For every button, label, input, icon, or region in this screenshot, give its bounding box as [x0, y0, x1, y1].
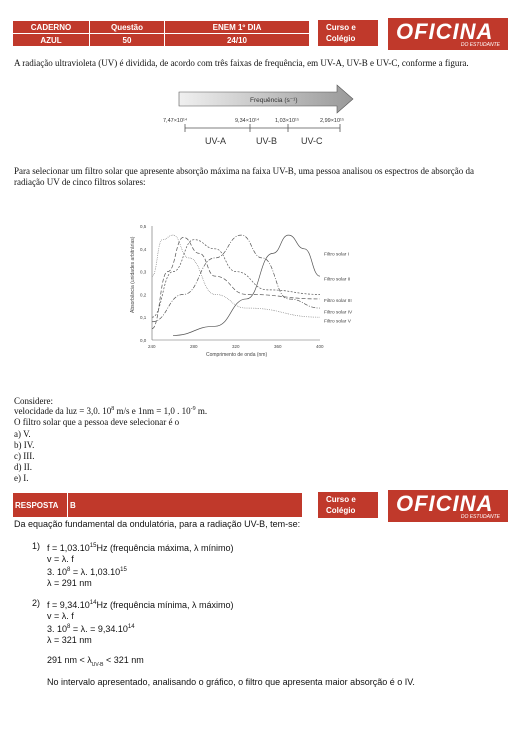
- item2-l3-mid: = λ. = 9,34.10: [70, 624, 128, 634]
- item2-line3: [47, 622, 234, 635]
- answer-item2-block: [47, 598, 234, 646]
- series-label-3: Filtro solar III: [324, 299, 352, 305]
- item1-l3-exp: 8: [67, 567, 71, 573]
- tick-2: 9,34×10¹⁴: [235, 118, 260, 124]
- logo-text: OFICINA: [396, 19, 494, 44]
- answer-logo-subtext: DO ESTUDANTE: [460, 514, 500, 520]
- item1-line1: [47, 541, 234, 554]
- question-intro: A radiação ultravioleta (UV) é dividida, de acordo com três faixas de frequência, em UV-A, UV-B e UV-C, conforme a figura.: [14, 58, 469, 68]
- band-uvb: UV-B: [256, 136, 278, 146]
- y-tick-label: 0,0: [140, 338, 147, 343]
- answer-item1-num: 1): [32, 541, 41, 551]
- y-tick-label: 0,3: [140, 269, 147, 275]
- question-prompt: O filtro solar que a pessoa deve selecionar é o: [14, 417, 180, 427]
- answer-range: [47, 655, 144, 668]
- item1-l1-post: Hz (frequência máxima, λ mínimo): [96, 543, 234, 553]
- caderno-label: CADERNO: [13, 21, 90, 34]
- x-tick-label: 360: [274, 344, 282, 349]
- series-line-3: [152, 237, 320, 328]
- course-line2: Colégio: [326, 34, 356, 43]
- resposta-label: RESPOSTA: [13, 493, 68, 518]
- caderno-value: AZUL: [13, 34, 90, 47]
- answer-intro: Da equação fundamental da ondulatória, para a radiação UV-B, tem-se:: [14, 519, 301, 529]
- item1-l1-pre: f = 1,03.10: [47, 543, 90, 553]
- range-pre: 291 nm < λ: [47, 655, 92, 665]
- answer-item1-block: [47, 541, 234, 589]
- velocidade-suffix: m.: [195, 406, 208, 416]
- questao-value: 50: [90, 34, 165, 47]
- y-tick-label: 0,5: [140, 224, 147, 229]
- header-table: [12, 20, 310, 47]
- item2-l3-exp2: 14: [127, 624, 135, 630]
- item2-l3-pre: 3. 10: [47, 624, 68, 634]
- answer-brand-logo: [388, 490, 508, 522]
- velocidade-prefix: velocidade da luz = 3,0. 10: [14, 406, 112, 416]
- answer-item2-num: 2): [32, 598, 41, 608]
- answer-table: [12, 492, 303, 518]
- item1-l3-exp2: 15: [120, 567, 127, 573]
- series-label-1: Filtro solar I: [324, 252, 350, 258]
- velocidade-mid: m/s e 1nm = 1,0 . 10: [114, 406, 191, 416]
- y-tick-label: 0,1: [140, 315, 147, 321]
- logo-subtext: DO ESTUDANTE: [460, 42, 500, 48]
- option-c: c) III.: [14, 451, 35, 461]
- enem-label: ENEM 1º DIA: [165, 21, 310, 34]
- item1-line4: λ = 291 nm: [47, 578, 92, 588]
- questao-label: Questão: [90, 21, 165, 34]
- item1-l3-mid: = λ. 1,03.10: [70, 567, 121, 577]
- answer-course-badge: [318, 492, 378, 518]
- answer-conclusion: No intervalo apresentado, analisando o gráfico, o filtro que apresenta maior absorção é o IV.: [47, 677, 415, 687]
- item2-line1: [47, 598, 234, 611]
- tick-1: 7,47×10¹⁴: [163, 118, 188, 124]
- tick-4: 2,99×10¹⁵: [320, 118, 345, 124]
- x-tick-label: 280: [190, 344, 198, 349]
- series-label-2: Filtro solar II: [324, 277, 351, 283]
- option-d: d) II.: [14, 462, 32, 472]
- resposta-value: B: [68, 493, 303, 518]
- course-badge: [318, 20, 378, 46]
- question-para2: Para selecionar um filtro solar que apresente absorção máxima na faixa UV-B, uma pessoa analisou os espectros de absorção da radiação UV de cinco filtros solares:: [14, 166, 475, 187]
- item2-l1-post: Hz (frequência mínima, λ máximo): [96, 600, 234, 610]
- x-axis-label: Comprimento de onda (nm): [206, 352, 268, 358]
- band-uvc: UV-C: [301, 136, 323, 146]
- answer-header: [0, 490, 520, 522]
- velocidade-exp2: -9: [190, 406, 196, 412]
- velocidade-exp: 8: [111, 406, 115, 412]
- y-axis-label: Absorbância (unidades arbitrárias): [130, 236, 136, 313]
- answer-logo-text: OFICINA: [396, 491, 494, 516]
- answer-course-line2: Colégio: [326, 506, 356, 515]
- item1-l1-exp: 15: [89, 543, 97, 549]
- item2-line2: v = λ. f: [47, 611, 74, 621]
- arrow-label: Frequência (s⁻¹): [250, 97, 298, 104]
- range-sub: UV-B: [91, 661, 104, 668]
- y-tick-label: 0,2: [140, 292, 147, 298]
- band-uva: UV-A: [205, 136, 227, 146]
- brand-logo: [388, 18, 508, 50]
- series-label-4: Filtro solar IV: [324, 310, 353, 316]
- item2-l1-pre: f = 9,34.10: [47, 600, 90, 610]
- option-a: a) V.: [14, 429, 31, 439]
- date-value: 24/10: [165, 34, 310, 47]
- uv-spectrum-figure: [155, 84, 370, 154]
- range-post: < 321 nm: [103, 655, 144, 665]
- y-tick-label: 0,4: [140, 246, 147, 252]
- x-tick-label: 320: [232, 344, 240, 349]
- absorbance-chart: [120, 218, 370, 370]
- answer-course-line1: Curso e: [326, 495, 356, 504]
- top-header: [0, 18, 520, 50]
- item2-line4: λ = 321 nm: [47, 635, 92, 645]
- item1-line3: [47, 565, 234, 578]
- item2-l1-exp: 14: [89, 600, 97, 606]
- item2-l3-exp: 8: [67, 624, 71, 630]
- item1-l3-pre: 3. 10: [47, 567, 68, 577]
- option-e: e) I.: [14, 473, 29, 483]
- x-tick-label: 240: [148, 344, 156, 349]
- course-line1: Curso e: [326, 23, 356, 32]
- considere-label: Considere:: [14, 396, 53, 406]
- option-b: b) IV.: [14, 440, 35, 450]
- series-label-5: Filtro solar V: [324, 319, 351, 325]
- tick-3: 1,03×10¹⁵: [275, 118, 300, 124]
- velocidade-line: [14, 406, 207, 416]
- x-tick-label: 400: [316, 344, 324, 349]
- item1-line2: v = λ. f: [47, 554, 74, 564]
